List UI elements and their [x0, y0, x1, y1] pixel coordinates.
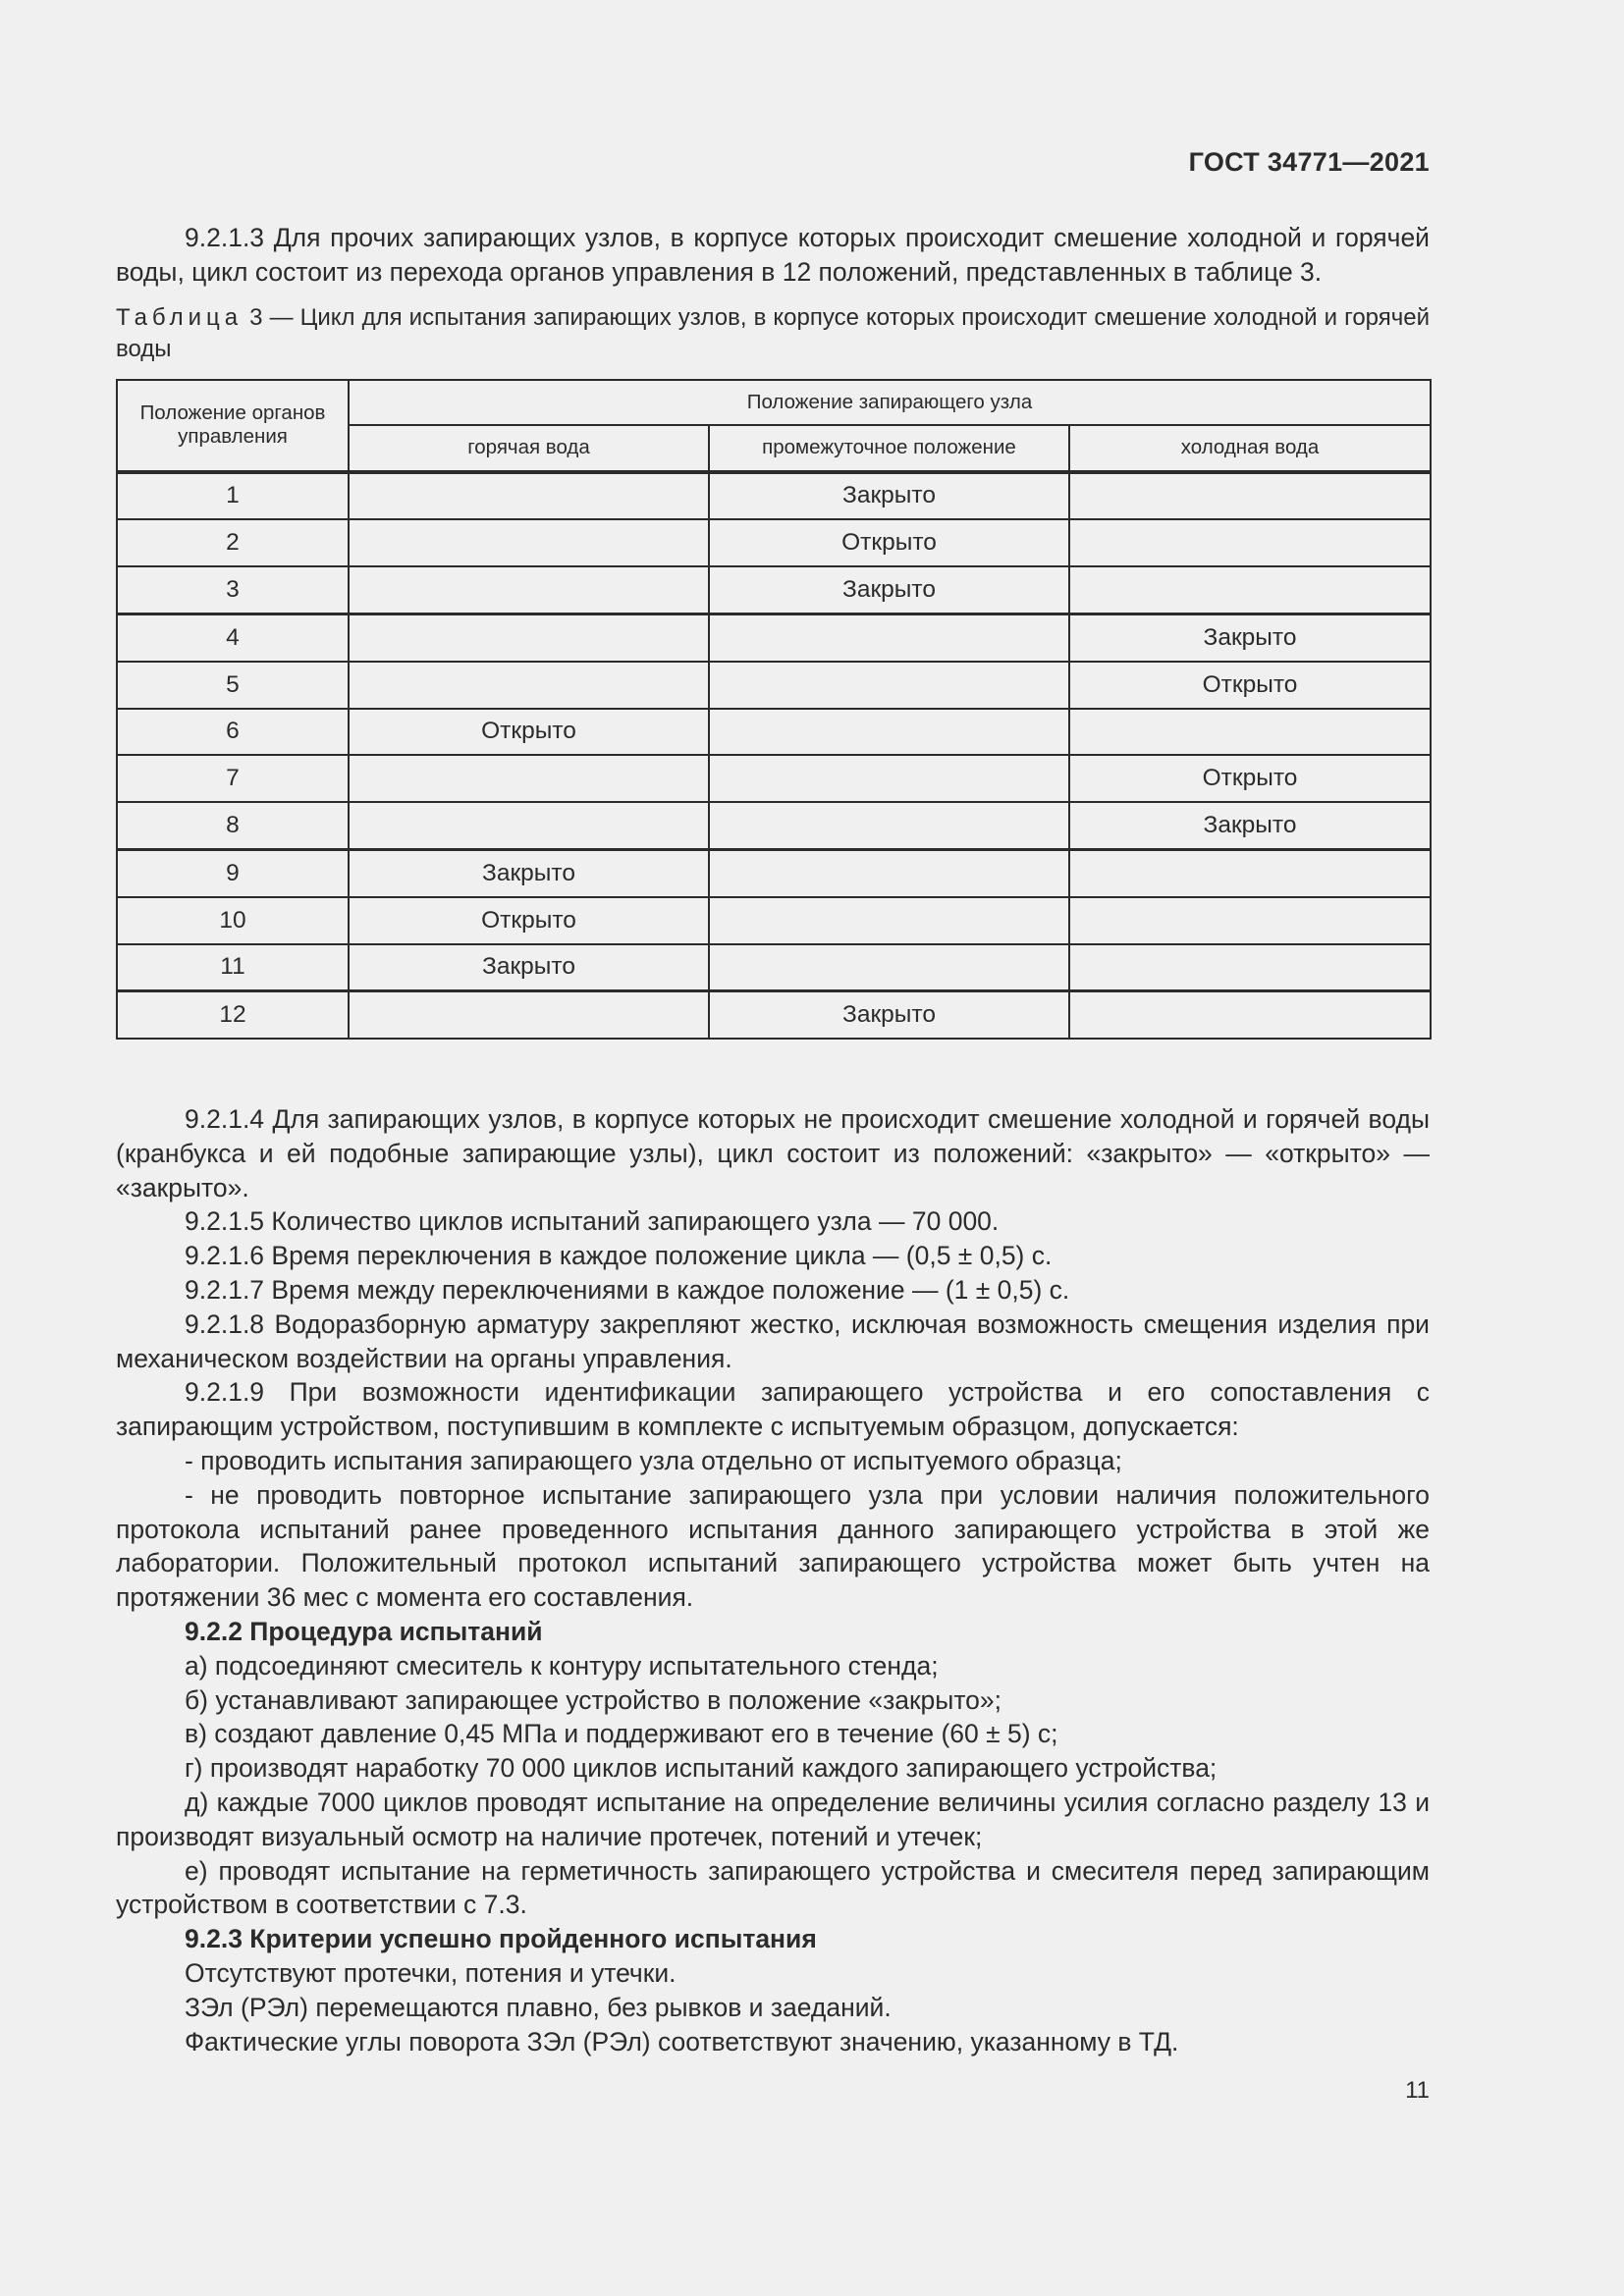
- cycle-table: [116, 379, 1432, 1041]
- table-row: [117, 662, 1431, 709]
- heading-9-2-2: 9.2.2 Процедура испытаний: [185, 1616, 543, 1646]
- cell-hot-water: [349, 566, 709, 614]
- cell-cold-water: [1069, 897, 1431, 944]
- cell-position: 9: [117, 849, 349, 896]
- header-cold-water: холодная вода: [1069, 425, 1431, 472]
- table-caption-text: 3 — Цикл для испытания запирающих узлов, в корпусе которых происходит смешение холодной и горячей воды: [116, 303, 1430, 362]
- cell-hot-water: Закрыто: [349, 944, 709, 991]
- table-row: [117, 566, 1431, 614]
- table-row: [117, 519, 1431, 566]
- cell-position: 4: [117, 614, 349, 661]
- cell-hot-water: [349, 614, 709, 661]
- criteria-line-2: ЗЭл (РЭл) перемещаются плавно, без рывков и заеданий.: [185, 1992, 892, 2022]
- cell-hot-water: Закрыто: [349, 849, 709, 896]
- table-caption: [116, 302, 1430, 365]
- criteria-line-3: Фактические углы поворота ЗЭл (РЭл) соответствуют значению, указанному в ТД.: [185, 2026, 1179, 2056]
- cell-position: 2: [117, 519, 349, 566]
- table-row: [117, 709, 1431, 756]
- intro-section: [116, 221, 1430, 1040]
- table-row: [117, 802, 1431, 849]
- cell-intermediate: [709, 614, 1069, 661]
- header-intermediate: промежуточное положение: [709, 425, 1069, 472]
- cell-position: 7: [117, 755, 349, 802]
- cell-intermediate: [709, 897, 1069, 944]
- table-row: [117, 944, 1431, 991]
- cell-hot-water: [349, 662, 709, 709]
- heading-9-2-3: 9.2.3 Критерии успешно пройденного испытания: [185, 1924, 817, 1954]
- procedure-item-v: в) создают давление 0,45 МПа и поддерживают его в течение (60 ± 5) с;: [185, 1719, 1058, 1749]
- paragraph-9-2-1-6: 9.2.1.6 Время переключения в каждое положение цикла — (0,5 ± 0,5) с.: [185, 1241, 1053, 1271]
- cell-cold-water: Открыто: [1069, 755, 1431, 802]
- procedure-item-b: б) устанавливают запирающее устройство в положение «закрыто»;: [185, 1684, 1002, 1715]
- cell-position: 6: [117, 709, 349, 756]
- cell-position: 8: [117, 802, 349, 849]
- paragraph-9-2-1-4: 9.2.1.4 Для запирающих узлов, в корпусе которых не происходит смешение холодной и горячей воды (кранбукса и ей подобные запирающие узлы), цикл состоит из положений: «закрыто» — «открыто» — «закрыто».: [116, 1104, 1430, 1202]
- cell-cold-water: [1069, 849, 1431, 896]
- cell-position: 10: [117, 897, 349, 944]
- cell-intermediate: Закрыто: [709, 472, 1069, 520]
- cell-intermediate: [709, 802, 1069, 849]
- cell-cold-water: [1069, 566, 1431, 614]
- list-item-dash-2: - не проводить повторное испытание запирающего узла при условии наличия положительного протокола испытаний ранее проведенного испытания данного запирающего устройства в этой же лаборатории. Положительный протокол испытаний запирающего устройства может быть учтен на протяжении 36 мес с момента его составления.: [116, 1479, 1430, 1613]
- cell-cold-water: Закрыто: [1069, 802, 1431, 849]
- cell-intermediate: [709, 755, 1069, 802]
- cell-hot-water: Открыто: [349, 897, 709, 944]
- table-row: [117, 991, 1431, 1039]
- table-row: [117, 897, 1431, 944]
- cell-intermediate: Закрыто: [709, 991, 1069, 1039]
- list-item-dash-1: - проводить испытания запирающего узла отдельно от испытуемого образца;: [185, 1445, 1122, 1475]
- paragraph-9-2-1-5: 9.2.1.5 Количество циклов испытаний запирающего узла — 70 000.: [185, 1206, 1000, 1237]
- document-header: ГОСТ 34771—2021: [1188, 147, 1430, 177]
- cell-hot-water: [349, 991, 709, 1039]
- cell-position: 11: [117, 944, 349, 991]
- criteria-line-1: Отсутствуют протечки, потения и утечки.: [185, 1957, 677, 1988]
- procedure-item-g: г) производят наработку 70 000 циклов испытаний каждого запирающего устройства;: [185, 1753, 1218, 1784]
- cell-intermediate: Открыто: [709, 519, 1069, 566]
- cell-hot-water: [349, 802, 709, 849]
- header-control-position: Положение органов управления: [117, 380, 349, 472]
- procedure-item-d: д) каждые 7000 циклов проводят испытание на определение величины усилия согласно разделу 13 и производят визуальный осмотр на наличие протечек, потений и утечек;: [116, 1787, 1430, 1851]
- header-valve-position: Положение запирающего узла: [349, 380, 1431, 425]
- table-row: [117, 755, 1431, 802]
- cell-intermediate: [709, 709, 1069, 756]
- cell-cold-water: [1069, 709, 1431, 756]
- cell-cold-water: [1069, 519, 1431, 566]
- cell-hot-water: [349, 472, 709, 520]
- table-body: [117, 472, 1431, 1040]
- table-caption-label: Таблица: [116, 303, 244, 331]
- paragraph-9-2-1-8: 9.2.1.8 Водоразборную арматуру закрепляют жестко, исключая возможность смещения изделия при механическом воздействии на органы управления.: [116, 1308, 1430, 1373]
- cell-position: 1: [117, 472, 349, 520]
- header-hot-water: горячая вода: [349, 425, 709, 472]
- cell-intermediate: [709, 662, 1069, 709]
- cell-hot-water: Открыто: [349, 709, 709, 756]
- paragraph-9-2-1-3: 9.2.1.3 Для прочих запирающих узлов, в корпусе которых происходит смешение холодной и горячей воды, цикл состоит из перехода органов управления в 12 положений, представленных в таблице 3.: [116, 223, 1430, 287]
- cell-hot-water: [349, 519, 709, 566]
- procedure-item-a: а) подсоединяют смеситель к контуру испытательного стенда;: [185, 1650, 939, 1681]
- cell-position: 3: [117, 566, 349, 614]
- cell-position: 12: [117, 991, 349, 1039]
- cell-intermediate: [709, 849, 1069, 896]
- cell-hot-water: [349, 755, 709, 802]
- table-row: [117, 849, 1431, 896]
- cell-intermediate: Закрыто: [709, 566, 1069, 614]
- table-row: [117, 472, 1431, 520]
- cell-cold-water: Открыто: [1069, 662, 1431, 709]
- cell-cold-water: [1069, 991, 1431, 1039]
- cell-cold-water: Закрыто: [1069, 614, 1431, 661]
- procedure-item-e: е) проводят испытание на герметичность запирающего устройства и смесителя перед запирающим устройством в соответствии с 7.3.: [116, 1855, 1430, 1920]
- paragraph-9-2-1-7: 9.2.1.7 Время между переключениями в каждое положение — (1 ± 0,5) с.: [185, 1274, 1070, 1305]
- cell-position: 5: [117, 662, 349, 709]
- cell-cold-water: [1069, 472, 1431, 520]
- cell-cold-water: [1069, 944, 1431, 991]
- body-section: [116, 1102, 1430, 2058]
- table-row: [117, 614, 1431, 661]
- cell-intermediate: [709, 944, 1069, 991]
- page-number: 11: [1405, 2077, 1430, 2104]
- paragraph-9-2-1-9: 9.2.1.9 При возможности идентификации запирающего устройства и его сопоставления с запирающим устройством, поступившим в комплекте с испытуемым образцом, допускается:: [116, 1377, 1430, 1442]
